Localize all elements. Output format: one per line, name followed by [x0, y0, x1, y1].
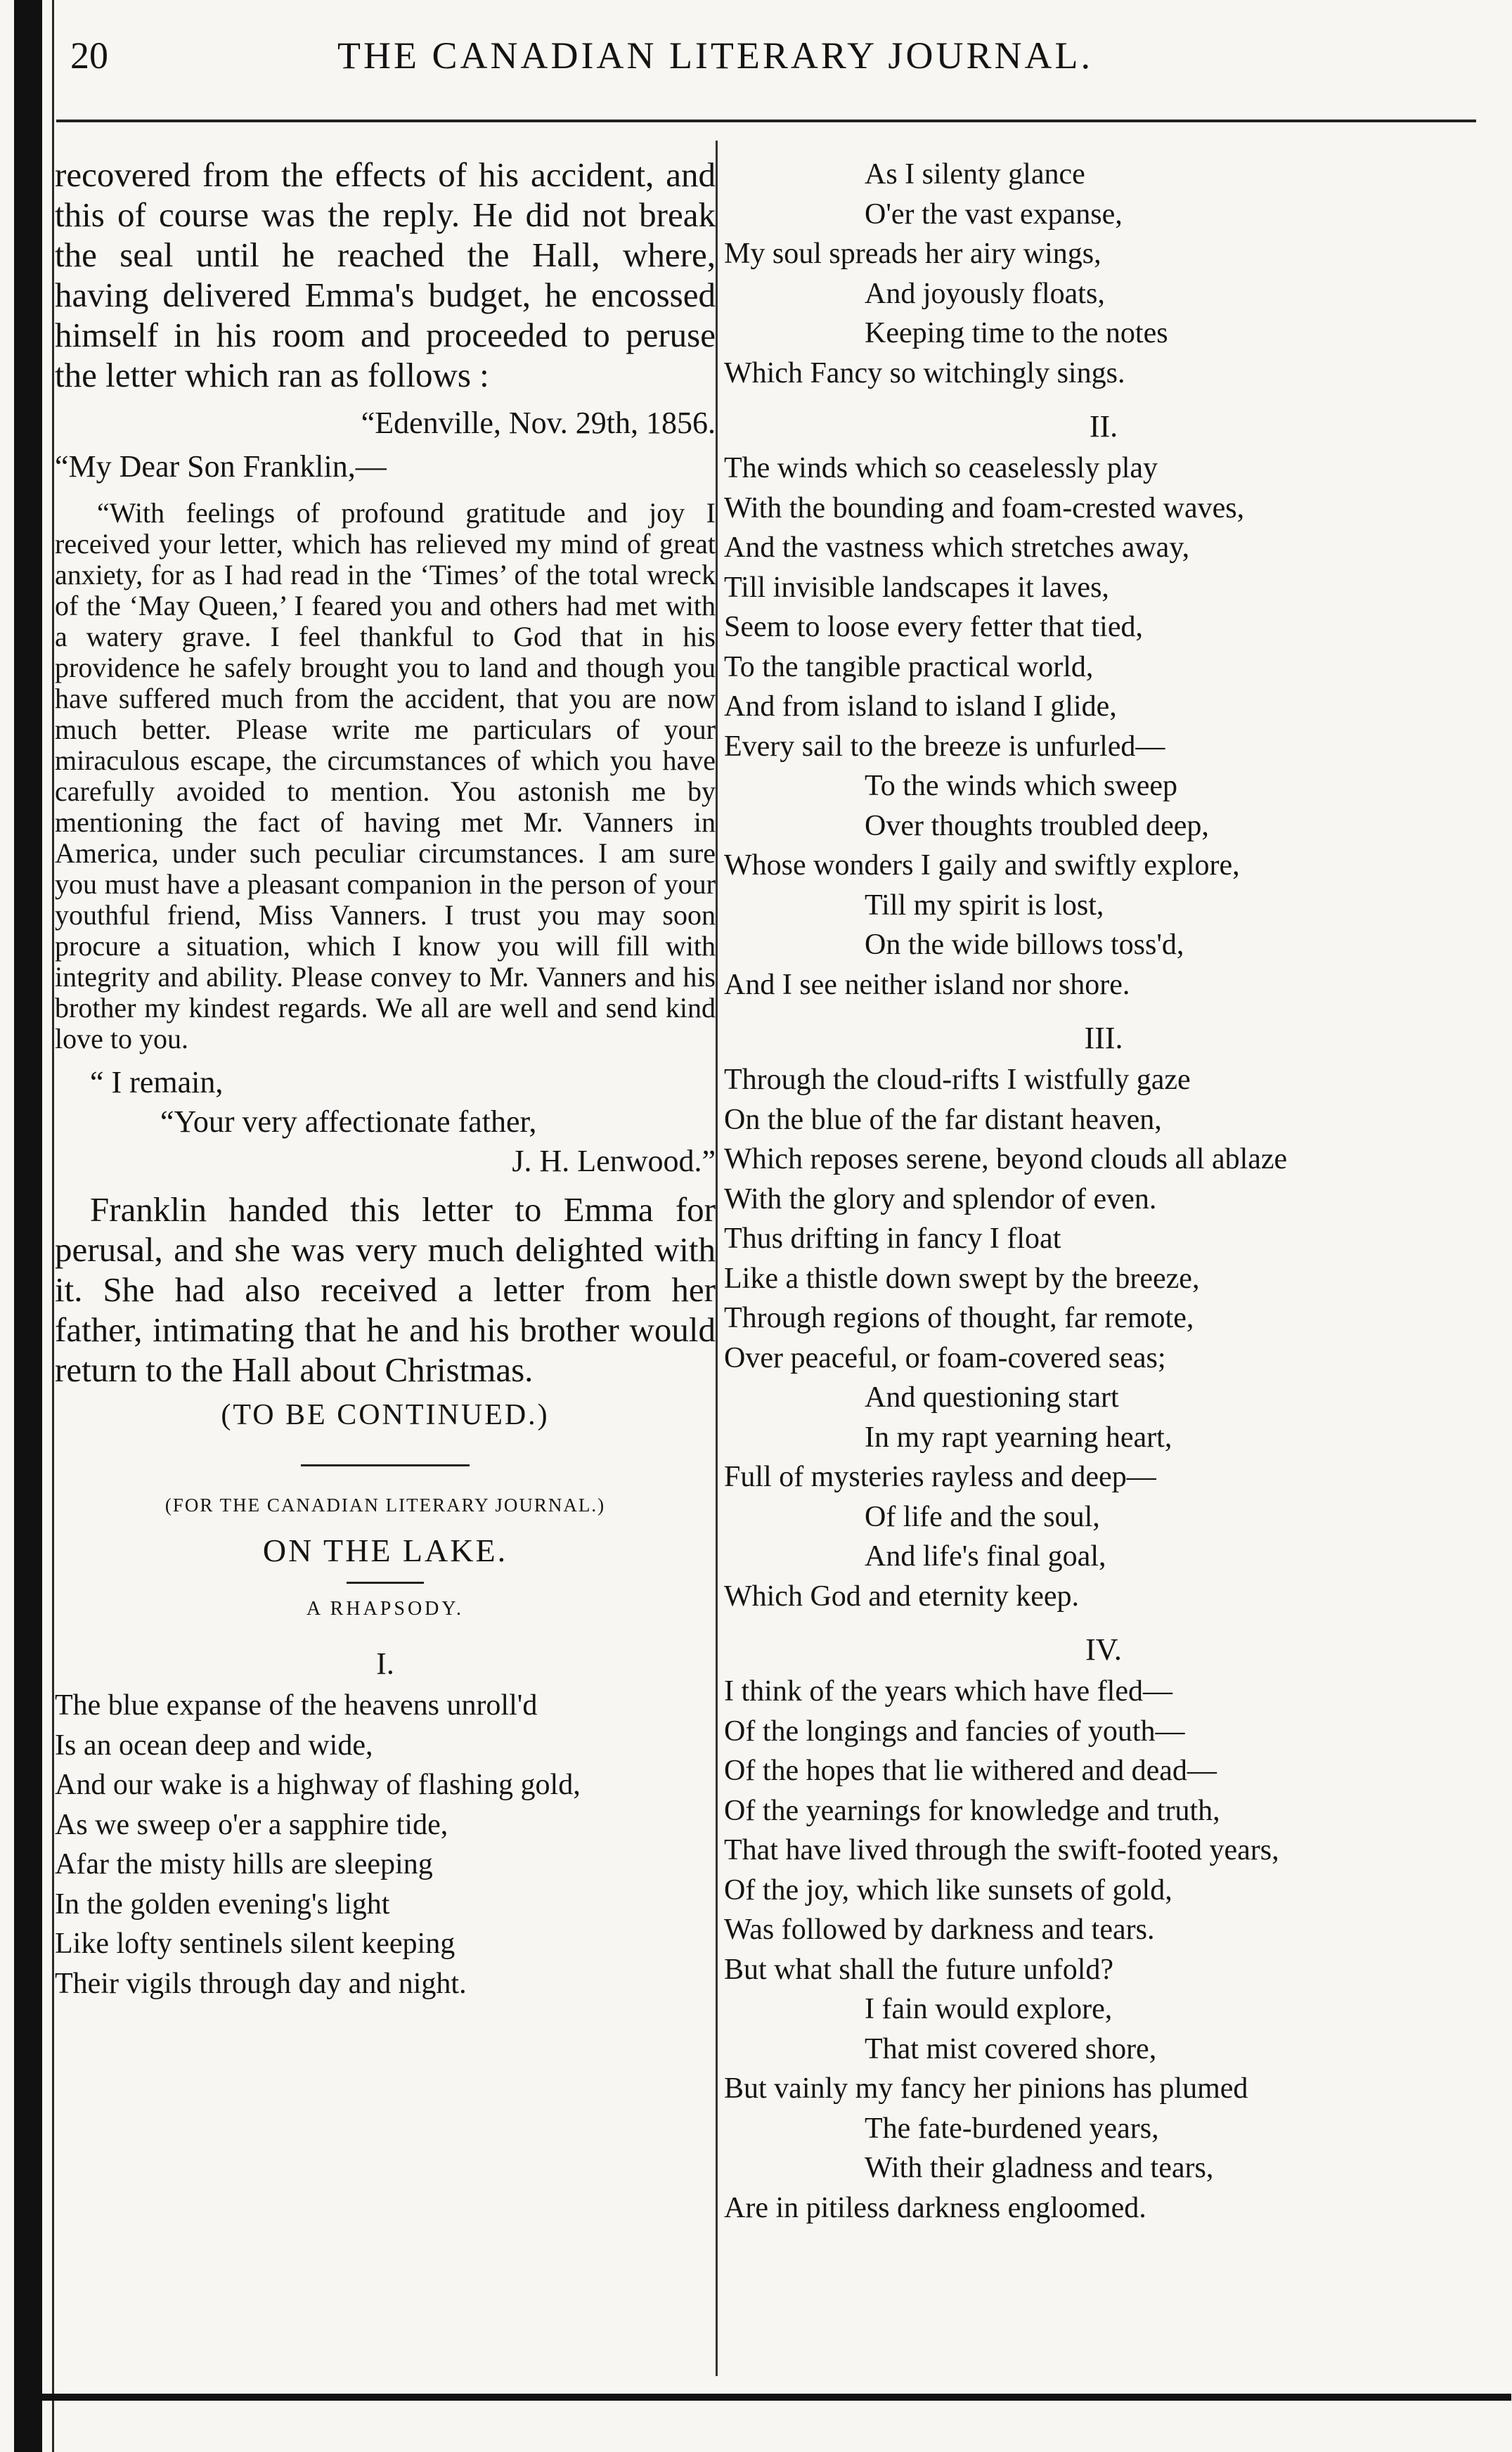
story-opening-paragraph: recovered from the effects of his accident, and this of course was the reply. He did not break the seal until he reached the Hall, where, having delivered Emma's budget, he encossed himself in his room and proceeded to peruse the letter which ran as follows : [55, 155, 716, 394]
poem-line: Which God and eternity keep. [724, 1580, 1079, 1613]
poem-line: Every sail to the breeze is unfurled— [724, 730, 1165, 763]
poem-line: Like lofty sentinels silent keeping [55, 1928, 455, 1960]
poem-line: The winds which so ceaselessly play [724, 452, 1158, 484]
poem-line: But what shall the future unfold? [724, 1953, 1114, 1986]
poem-line: With the bounding and foam-crested waves, [724, 491, 1245, 524]
poem-line: Of the joy, which like sunsets of gold, [724, 1873, 1172, 1906]
poem-line: On the blue of the far distant heaven, [724, 1103, 1162, 1136]
poem-line: And our wake is a highway of flashing gold, [55, 1769, 581, 1801]
poem-line: And I see neither island nor shore. [724, 968, 1130, 1001]
poem-line: Are in pitiless darkness engloomed. [724, 2191, 1146, 2224]
to-be-continued: (TO BE CONTINUED.) [221, 1399, 550, 1431]
poem-line: Is an ocean deep and wide, [55, 1729, 373, 1762]
letter-closing-remain: “ I remain, [90, 1065, 224, 1099]
poem-line: Whose wonders I gaily and swiftly explore, [724, 849, 1240, 882]
column-divider [716, 141, 718, 2376]
poem-line: Seem to loose every fetter that tied, [724, 611, 1143, 643]
header-rule [56, 120, 1476, 122]
stanza-number: IV. [1085, 1632, 1122, 1667]
poem-line: Which reposes serene, beyond clouds all ablaze [724, 1143, 1288, 1175]
letter-body: “With feelings of profound gratitude and joy I received your letter, which has relieved my mind of great anxiety, for as I had read in the ‘Times’ of the total wreck of the ‘May Queen,’ I feared you and others had met with a watery grave. I feel thankful to God that in his providence he safely brought you to land and though you have suffered much from the accident, that you are now much better. Please write me particulars of your miraculous escape, the circumstances of which you have carefully avoided to mention. You astonish me by mentioning the fact of having met Mr. Vanners in America, under such peculiar circumstances. I am sure you must have a pleasant companion in the person of your youthful friend, Miss Vanners. I trust you may soon procure a situation, which I know you will fill with integrity and ability. Please convey to Mr. Vanners and his brother my kindest regards. We all are well and send kind love to you. [55, 497, 716, 1054]
letter-salutation: “My Dear Son Franklin,— [55, 449, 387, 484]
poem-line: With their gladness and tears, [865, 2152, 1214, 2184]
poem-line: Their vigils through day and night. [55, 1967, 467, 2000]
poem-line: Through regions of thought, far remote, [724, 1302, 1194, 1334]
poem-line: Of life and the soul, [865, 1500, 1100, 1533]
poem-line: Was followed by darkness and tears. [724, 1914, 1155, 1946]
poem-line: That mist covered shore, [865, 2032, 1157, 2065]
poem-line: Through the cloud-rifts I wistfully gaze [724, 1064, 1191, 1096]
title-rule [347, 1582, 424, 1584]
poem-line: Thus drifting in fancy I float [724, 1222, 1061, 1255]
stanza-number: III. [1084, 1021, 1123, 1055]
poem-title: ON THE LAKE. [262, 1532, 508, 1568]
poem-line: I think of the years which have fled— [724, 1675, 1172, 1708]
poem-line: And from island to island I glide, [724, 690, 1117, 723]
poem-subtitle: A RHAPSODY. [306, 1598, 464, 1620]
poem-line: As I silenty glance [865, 158, 1085, 191]
right-column [724, 155, 1483, 2369]
poem-line: In my rapt yearning heart, [865, 1421, 1172, 1454]
poem-line: As we sweep o'er a sapphire tide, [55, 1808, 448, 1841]
poem-line: With the glory and splendor of even. [724, 1182, 1157, 1215]
letter-date-line: “Edenville, Nov. 29th, 1856. [361, 406, 716, 440]
poem-line: To the winds which sweep [865, 770, 1177, 802]
poem-line: The blue expanse of the heavens unroll'd [55, 1689, 538, 1722]
poem-line: That have lived through the swift-footed years, [724, 1834, 1279, 1866]
poem-line: On the wide billows toss'd, [865, 929, 1184, 961]
letter-closing-father: “Your very affectionate father, [160, 1104, 537, 1139]
poem-line: My soul spreads her airy wings, [724, 238, 1101, 270]
poem-line: And questioning start [865, 1381, 1119, 1414]
poem-line: Over thoughts troubled deep, [865, 809, 1209, 842]
poem-line: But vainly my fancy her pinions has plumed [724, 2072, 1248, 2105]
bottom-rule [42, 2394, 1511, 2401]
poem-line: O'er the vast expanse, [865, 198, 1123, 231]
letter-signature: J. H. Lenwood.” [512, 1144, 716, 1178]
poem-line: Of the yearnings for knowledge and truth, [724, 1794, 1220, 1827]
left-column [55, 155, 716, 2369]
poem-line: Full of mysteries rayless and deep— [724, 1461, 1156, 1493]
poem-line: Over peaceful, or foam-covered seas; [724, 1341, 1166, 1374]
poem-line: Afar the misty hills are sleeping [55, 1848, 433, 1880]
poem-line: To the tangible practical world, [724, 650, 1094, 683]
section-divider-rule [301, 1464, 470, 1466]
poem-line: Keeping time to the notes [865, 317, 1168, 349]
story-closing-paragraph: Franklin handed this letter to Emma for perusal, and she was very much delighted with it. She had also received a letter from her father, intimating that he and his brother would return to the Hall about Christmas. [55, 1190, 716, 1389]
poem-line: I fain would explore, [865, 1993, 1113, 2025]
poem-line: And the vastness which stretches away, [724, 531, 1190, 564]
stanza-number: I. [376, 1646, 394, 1681]
binding-edge [14, 0, 42, 2452]
poem-line: Which Fancy so witchingly sings. [724, 356, 1125, 389]
poem-line: Till invisible landscapes it laves, [724, 571, 1109, 604]
poem-line: Of the longings and fancies of youth— [724, 1715, 1185, 1748]
page-number: 20 [70, 34, 108, 77]
binding-shadow-line [52, 0, 54, 2452]
poem-line: Like a thistle down swept by the breeze, [724, 1262, 1200, 1295]
poem-line: And life's final goal, [865, 1540, 1106, 1573]
page-header [70, 34, 1469, 97]
poem-line: Of the hopes that lie withered and dead— [724, 1755, 1217, 1787]
poem-line: In the golden evening's light [55, 1888, 390, 1921]
poem-line: Till my spirit is lost, [865, 889, 1104, 922]
stanza-number: II. [1089, 409, 1118, 444]
poem-line: And joyously floats, [865, 277, 1105, 310]
journal-title: THE CANADIAN LITERARY JOURNAL. [337, 34, 1093, 77]
poem-line: The fate-burdened years, [865, 2112, 1159, 2145]
poem-source: (FOR THE CANADIAN LITERARY JOURNAL.) [164, 1495, 606, 1516]
